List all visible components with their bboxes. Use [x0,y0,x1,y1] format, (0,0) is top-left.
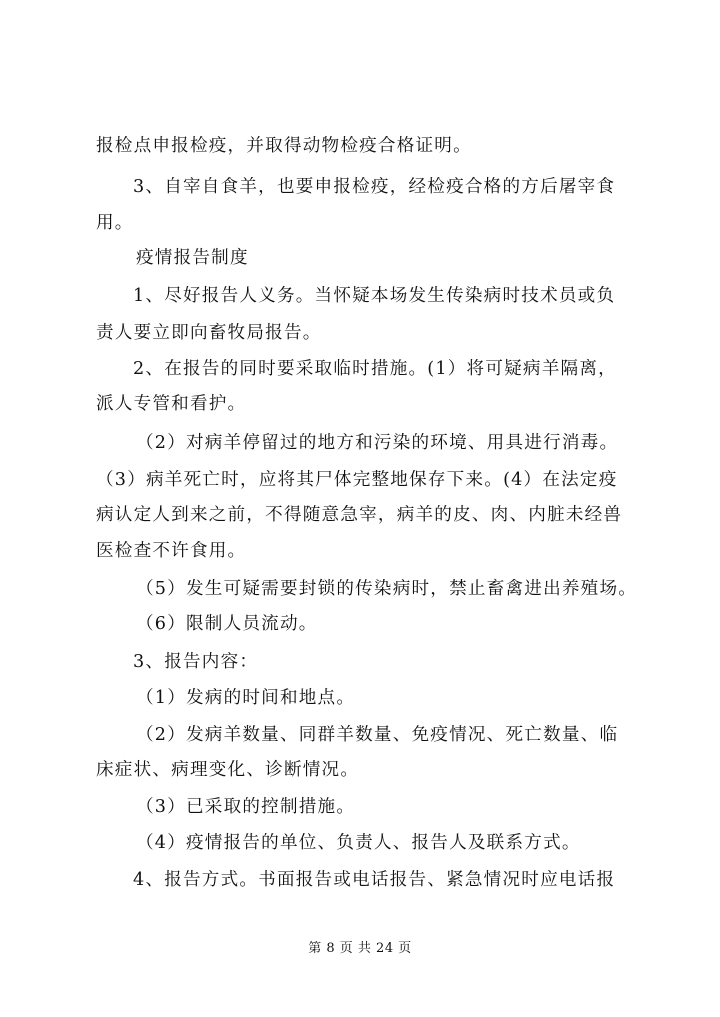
text-line: 床症状、病理变化、诊断情况。 [96,760,360,780]
page-number-footer: 第 8 页 共 24 页 [308,941,412,956]
text-line: （2）对病羊停留过的地方和污染的环境、用具进行消毒。 [136,433,619,453]
text-line: （2）发病羊数量、同群羊数量、免疫情况、死亡数量、临 [136,725,619,745]
text-line: 责人要立即向畜牧局报告。 [96,323,322,343]
text-line: 3、自宰自食羊，也要申报检疫，经检疫合格的方后屠宰食 [133,177,616,197]
text-line: （6）限制人员流动。 [136,614,318,634]
text-line: 3、报告内容： [133,652,259,672]
text-line: 用。 [96,213,134,233]
text-line: 4、报告方式。书面报告或电话报告、紧急情况时应电话报 [133,870,616,890]
text-line: 病认定人到来之前，不得随意急宰，病羊的皮、肉、内脏未经兽 [96,505,623,525]
text-line: 1、尽好报告人义务。当怀疑本场发生传染病时技术员或负 [133,286,616,306]
text-line: （3）已采取的控制措施。 [136,797,356,817]
text-line: 医检查不许食用。 [96,541,247,561]
text-line: （1）发病的时间和地点。 [136,688,356,708]
text-line: （3）病羊死亡时，应将其尸体完整地保存下来。(4）在法定疫 [96,470,618,490]
text-line: 2、在报告的同时要采取临时措施。(1）将可疑病羊隔离， [133,359,617,379]
section-heading: 疫情报告制度 [136,248,249,268]
text-line: 报检点申报检疫，并取得动物检疫合格证明。 [96,136,472,156]
text-line: 派人专管和看护。 [96,394,247,414]
text-line: （4）疫情报告的单位、负责人、报告人及联系方式。 [136,833,581,853]
text-line: （5）发生可疑需要封锁的传染病时，禁止畜禽进出养殖场。 [136,579,638,599]
